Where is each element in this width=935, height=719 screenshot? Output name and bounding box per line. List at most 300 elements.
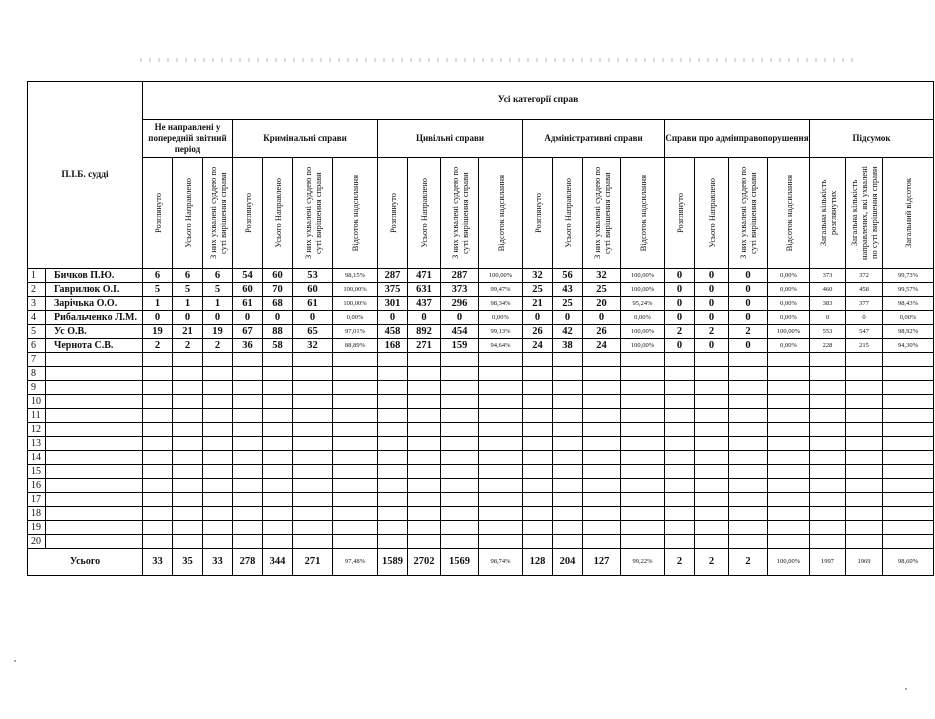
table-cell: 892: [408, 325, 441, 339]
table-cell: [621, 381, 665, 395]
table-cell: [263, 381, 293, 395]
judge-name: [46, 479, 143, 493]
table-cell: [523, 479, 553, 493]
table-row: [28, 465, 934, 479]
row-number: 12: [28, 423, 46, 437]
table-cell: 0: [233, 311, 263, 325]
table-cell: [621, 353, 665, 367]
table-cell: [846, 437, 883, 451]
table-row: [28, 297, 934, 311]
column-header-label: Загальна кількість направлених, які ухвалені по суті вирішення справи: [849, 166, 879, 260]
table-cell: [479, 451, 523, 465]
table-cell: 19: [203, 325, 233, 339]
table-cell: [233, 493, 263, 507]
table-cell: 21: [523, 297, 553, 311]
table-cell: [441, 535, 479, 549]
column-header: [846, 158, 883, 269]
table-cell: [695, 381, 729, 395]
table-cell: [883, 423, 934, 437]
scan-speck: [905, 688, 907, 690]
table-cell: [695, 437, 729, 451]
table-cell: [583, 353, 621, 367]
table-cell: 0: [665, 297, 695, 311]
table-cell: 99,47%: [479, 283, 523, 297]
judge-name: [46, 437, 143, 451]
table-cell: [479, 507, 523, 521]
table-cell: [583, 423, 621, 437]
table-cell: [263, 465, 293, 479]
judges-report-table: [27, 81, 934, 576]
table-row: [28, 325, 934, 339]
table-cell: 0: [263, 311, 293, 325]
table-cell: 6: [143, 269, 173, 283]
table-cell: [333, 423, 378, 437]
table-cell: [378, 493, 408, 507]
table-cell: [173, 437, 203, 451]
row-number: 17: [28, 493, 46, 507]
table-cell: 377: [846, 297, 883, 311]
table-cell: 5: [203, 283, 233, 297]
table-cell: [441, 353, 479, 367]
judge-name: [46, 381, 143, 395]
table-cell: [768, 521, 810, 535]
table-cell: [810, 395, 846, 409]
column-header-label: З них ухвалені суддею по суті вирішення справи: [302, 166, 323, 260]
table-cell: 0: [695, 269, 729, 283]
table-cell: 0: [846, 311, 883, 325]
row-number: 4: [28, 311, 46, 325]
table-cell: [479, 381, 523, 395]
table-cell: 68: [263, 297, 293, 311]
table-cell: 0: [173, 311, 203, 325]
table-cell: [883, 381, 934, 395]
table-cell: [621, 507, 665, 521]
column-header: [665, 158, 695, 269]
column-header: [263, 158, 293, 269]
table-cell: [293, 395, 333, 409]
table-cell: [203, 437, 233, 451]
row-number: 9: [28, 381, 46, 395]
table-cell: [441, 423, 479, 437]
table-cell: 383: [810, 297, 846, 311]
table-cell: [583, 493, 621, 507]
table-cell: 26: [523, 325, 553, 339]
table-cell: 61: [293, 297, 333, 311]
table-cell: [378, 535, 408, 549]
table-cell: [768, 479, 810, 493]
table-cell: 0: [695, 339, 729, 353]
table-cell: [441, 521, 479, 535]
total-cell: 127: [583, 549, 621, 576]
table-cell: [695, 507, 729, 521]
table-cell: 58: [263, 339, 293, 353]
table-cell: 32: [583, 269, 621, 283]
table-cell: [233, 535, 263, 549]
column-header: [378, 158, 408, 269]
table-cell: [408, 409, 441, 423]
table-cell: [729, 493, 768, 507]
column-header: [293, 158, 333, 269]
table-cell: [810, 381, 846, 395]
table-cell: [523, 535, 553, 549]
table-cell: [173, 423, 203, 437]
table-cell: 98,92%: [883, 325, 934, 339]
table-cell: [263, 367, 293, 381]
row-number: 5: [28, 325, 46, 339]
table-cell: [810, 535, 846, 549]
table-cell: [553, 507, 583, 521]
table-row: [28, 535, 934, 549]
table-cell: [143, 423, 173, 437]
table-row: [28, 451, 934, 465]
total-cell: 1589: [378, 549, 408, 576]
judge-name: [46, 423, 143, 437]
table-cell: [263, 353, 293, 367]
row-number: 14: [28, 451, 46, 465]
column-header-label: Усього Направлено: [562, 178, 573, 248]
table-cell: 458: [378, 325, 408, 339]
table-cell: [263, 493, 293, 507]
table-cell: [479, 465, 523, 479]
table-cell: 372: [846, 269, 883, 283]
column-header: [233, 158, 263, 269]
row-number: 2: [28, 283, 46, 297]
table-cell: [523, 507, 553, 521]
table-cell: 373: [441, 283, 479, 297]
table-cell: [523, 423, 553, 437]
column-header: [523, 158, 553, 269]
table-cell: [583, 451, 621, 465]
table-cell: 159: [441, 339, 479, 353]
table-cell: [621, 367, 665, 381]
subheader-row: [28, 158, 934, 269]
table-cell: 547: [846, 325, 883, 339]
judge-name: [46, 367, 143, 381]
table-cell: [263, 535, 293, 549]
table-cell: 60: [263, 269, 293, 283]
table-cell: [665, 395, 695, 409]
table-cell: [810, 479, 846, 493]
table-cell: [408, 521, 441, 535]
table-row: [28, 493, 934, 507]
table-cell: [665, 465, 695, 479]
table-cell: [143, 451, 173, 465]
table-cell: [203, 381, 233, 395]
table-cell: [263, 451, 293, 465]
total-cell: 97,48%: [333, 549, 378, 576]
table-row: [28, 395, 934, 409]
table-cell: [441, 507, 479, 521]
table-cell: 54: [233, 269, 263, 283]
table-cell: [883, 535, 934, 549]
table-cell: 0: [665, 283, 695, 297]
total-cell: 2: [695, 549, 729, 576]
table-cell: 100,00%: [768, 325, 810, 339]
table-cell: [729, 381, 768, 395]
table-cell: [378, 367, 408, 381]
table-cell: [883, 353, 934, 367]
table-row: [28, 269, 934, 283]
table-cell: [583, 437, 621, 451]
table-cell: 6: [203, 269, 233, 283]
table-cell: [665, 479, 695, 493]
table-cell: [378, 465, 408, 479]
table-cell: [810, 409, 846, 423]
row-number: 1: [28, 269, 46, 283]
column-header-label: Загальний відсоток: [903, 178, 914, 248]
table-cell: [553, 367, 583, 381]
table-cell: [378, 409, 408, 423]
table-cell: [173, 395, 203, 409]
column-header: [553, 158, 583, 269]
judge-name: [46, 465, 143, 479]
table-body: [28, 269, 934, 576]
table-cell: 21: [173, 325, 203, 339]
table-cell: [553, 395, 583, 409]
row-number: 11: [28, 409, 46, 423]
row-number: 16: [28, 479, 46, 493]
column-header-label: Відсоток надсилання: [350, 174, 360, 252]
table-cell: 0: [729, 283, 768, 297]
column-header-label: Розглянуто: [387, 193, 398, 233]
table-cell: [143, 521, 173, 535]
table-cell: [883, 479, 934, 493]
table-cell: [583, 367, 621, 381]
table-cell: 287: [441, 269, 479, 283]
table-cell: [233, 409, 263, 423]
table-cell: 0: [695, 297, 729, 311]
column-header: [333, 158, 378, 269]
table-cell: [293, 479, 333, 493]
table-cell: [553, 535, 583, 549]
table-cell: [883, 451, 934, 465]
table-header: [28, 82, 934, 269]
table-cell: 1: [173, 297, 203, 311]
table-cell: [665, 451, 695, 465]
table-cell: [729, 395, 768, 409]
table-cell: [263, 423, 293, 437]
table-cell: [665, 507, 695, 521]
table-cell: [523, 409, 553, 423]
table-cell: [695, 409, 729, 423]
column-header-label: Відсоток надсилання: [495, 174, 506, 252]
table-cell: 0: [203, 311, 233, 325]
total-cell: 271: [293, 549, 333, 576]
table-cell: [441, 367, 479, 381]
group-header: Справи про адмінправопорушення: [665, 120, 810, 158]
table-cell: [143, 493, 173, 507]
table-cell: [695, 395, 729, 409]
row-number: 6: [28, 339, 46, 353]
table-cell: 0: [583, 311, 621, 325]
table-cell: 2: [173, 339, 203, 353]
table-cell: [293, 409, 333, 423]
table-cell: [583, 465, 621, 479]
table-row: [28, 507, 934, 521]
table-cell: [173, 507, 203, 521]
table-cell: [143, 367, 173, 381]
table-cell: [523, 353, 553, 367]
table-cell: 98,43%: [883, 297, 934, 311]
table-cell: [293, 521, 333, 535]
table-cell: [665, 437, 695, 451]
table-cell: [408, 395, 441, 409]
table-cell: [810, 493, 846, 507]
table-cell: [810, 437, 846, 451]
group-header: Цивільні справи: [378, 120, 523, 158]
table-cell: [203, 409, 233, 423]
table-cell: [883, 465, 934, 479]
table-cell: [233, 423, 263, 437]
table-cell: 94,30%: [883, 339, 934, 353]
table-cell: [621, 451, 665, 465]
table-cell: 5: [173, 283, 203, 297]
table-row: [28, 339, 934, 353]
judge-name-header: П.І.Б. судді: [28, 82, 143, 269]
table-cell: [378, 437, 408, 451]
group-header: Адміністративні справи: [523, 120, 665, 158]
table-cell: [768, 535, 810, 549]
table-cell: [333, 521, 378, 535]
column-header-label: Відсоток надсилання: [783, 174, 794, 252]
table-cell: [333, 381, 378, 395]
table-cell: 168: [378, 339, 408, 353]
table-row: [28, 409, 934, 423]
judge-name: Ус О.В.: [46, 325, 143, 339]
table-cell: [729, 409, 768, 423]
table-cell: [143, 507, 173, 521]
table-cell: [883, 507, 934, 521]
table-cell: [293, 535, 333, 549]
table-cell: [695, 521, 729, 535]
table-cell: [333, 493, 378, 507]
table-cell: [293, 451, 333, 465]
column-header-label: З них ухвалені суддею по суті вирішення справи: [591, 166, 612, 260]
table-cell: [665, 409, 695, 423]
table-cell: [768, 437, 810, 451]
table-cell: 6: [173, 269, 203, 283]
table-cell: 0,00%: [621, 311, 665, 325]
table-cell: [333, 409, 378, 423]
table-row: [28, 521, 934, 535]
table-cell: 228: [810, 339, 846, 353]
table-cell: [333, 367, 378, 381]
table-cell: [695, 423, 729, 437]
column-header: [408, 158, 441, 269]
total-cell: 1569: [441, 549, 479, 576]
table-cell: [333, 353, 378, 367]
column-header-label: Розглянуто: [674, 193, 685, 233]
table-cell: [408, 479, 441, 493]
table-cell: [729, 479, 768, 493]
total-cell: 99,22%: [621, 549, 665, 576]
table-cell: [203, 367, 233, 381]
table-cell: 437: [408, 297, 441, 311]
table-cell: [203, 535, 233, 549]
table-cell: [621, 535, 665, 549]
table-cell: 0: [441, 311, 479, 325]
table-cell: [621, 465, 665, 479]
table-cell: 0,00%: [479, 311, 523, 325]
total-cell: 128: [523, 549, 553, 576]
table-cell: [203, 465, 233, 479]
table-cell: [621, 493, 665, 507]
table-cell: [263, 409, 293, 423]
table-cell: 24: [583, 339, 621, 353]
table-cell: 88,89%: [333, 339, 378, 353]
table-cell: 0: [143, 311, 173, 325]
table-cell: [203, 395, 233, 409]
table-cell: [665, 353, 695, 367]
table-cell: 287: [378, 269, 408, 283]
table-cell: [729, 353, 768, 367]
judge-name: [46, 395, 143, 409]
table-cell: [378, 381, 408, 395]
table-cell: 32: [523, 269, 553, 283]
table-cell: [846, 451, 883, 465]
scan-artifact: [140, 58, 860, 62]
table-cell: [523, 521, 553, 535]
table-cell: [441, 493, 479, 507]
table-cell: [883, 395, 934, 409]
table-cell: [523, 367, 553, 381]
table-cell: 296: [441, 297, 479, 311]
table-cell: 60: [233, 283, 263, 297]
table-cell: [479, 479, 523, 493]
table-cell: 375: [378, 283, 408, 297]
total-cell: 2: [665, 549, 695, 576]
table-cell: 100,00%: [621, 339, 665, 353]
table-cell: [583, 381, 621, 395]
table-cell: [846, 479, 883, 493]
table-cell: 0,00%: [768, 269, 810, 283]
table-row: [28, 423, 934, 437]
table-cell: [408, 367, 441, 381]
table-cell: [143, 395, 173, 409]
table-cell: [695, 465, 729, 479]
column-header: [173, 158, 203, 269]
row-number: 20: [28, 535, 46, 549]
table-cell: [583, 507, 621, 521]
table-cell: [173, 535, 203, 549]
table-cell: [846, 465, 883, 479]
table-cell: [768, 451, 810, 465]
table-cell: [441, 479, 479, 493]
table-cell: 70: [263, 283, 293, 297]
total-cell: 344: [263, 549, 293, 576]
table-cell: 0: [665, 311, 695, 325]
table-cell: 471: [408, 269, 441, 283]
table-cell: 458: [846, 283, 883, 297]
table-cell: 99,73%: [883, 269, 934, 283]
table-cell: 0: [665, 339, 695, 353]
table-cell: [293, 381, 333, 395]
table-cell: 25: [553, 297, 583, 311]
column-header: [621, 158, 665, 269]
table-cell: [665, 423, 695, 437]
table-cell: [553, 423, 583, 437]
table-cell: 100,00%: [333, 297, 378, 311]
table-cell: [768, 493, 810, 507]
table-cell: [441, 409, 479, 423]
table-cell: 25: [523, 283, 553, 297]
table-cell: [441, 395, 479, 409]
table-cell: [768, 465, 810, 479]
total-cell: 2: [729, 549, 768, 576]
column-header: [883, 158, 934, 269]
row-number: 19: [28, 521, 46, 535]
table-cell: [143, 437, 173, 451]
